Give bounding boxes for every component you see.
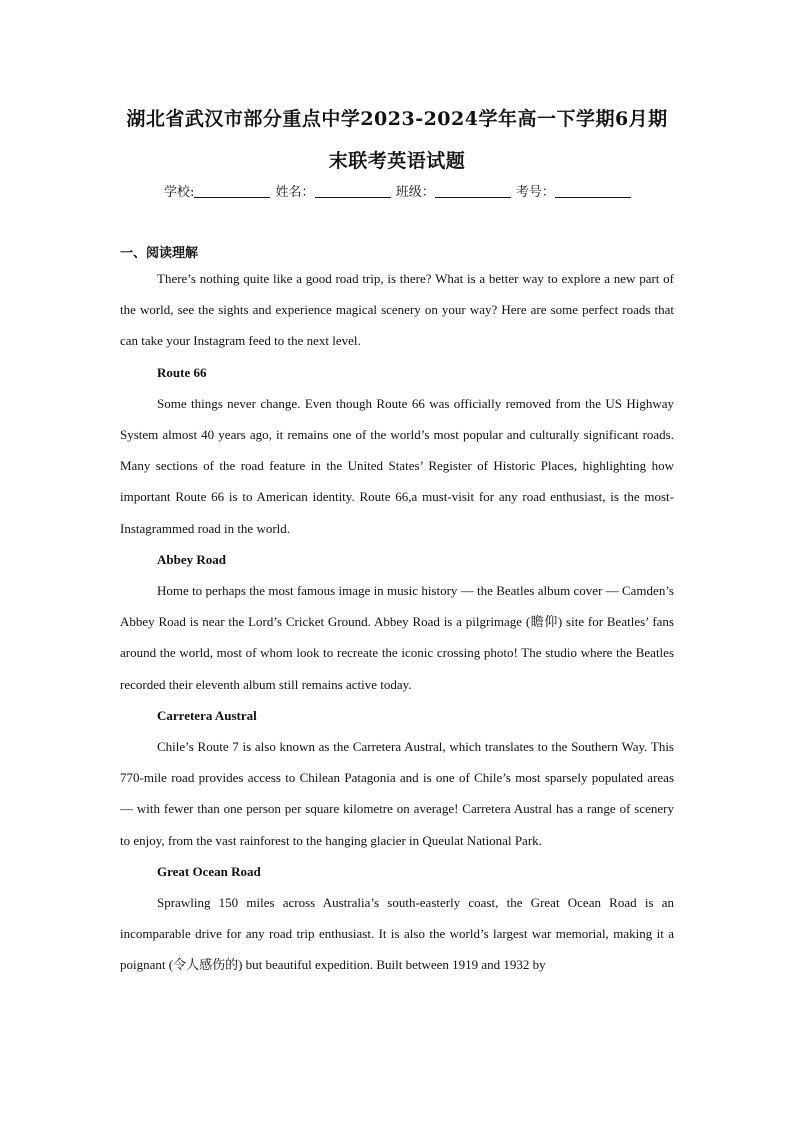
section-heading: 一、阅读理解 (120, 246, 199, 261)
carretera-austral-paragraph: Chile’s Route 7 is also known as the Carretera Austral, which translates to the Southern Way. This 770-mile road provides access to Chilean Patagonia and is one of Chile’s most sparsely populated areas — with fewer than one person per square kilometre on average! Carretera Austral has a range of scenery to enjoy, from the vast rainforest to the hanging glacier in Queulat National Park. (120, 739, 674, 848)
abbey-road-paragraph: Home to perhaps the most famous image in music history — the Beatles album cover — Camden’s Abbey Road is near the Lord’s Cricket Ground. Abbey Road is a pilgrimage (瞻仰) site for Beatles’ fans around the world, most of whom look to recreate the iconic crossing photo! The studio where the Beatles recorded their eleventh album still remains active today. (120, 583, 674, 692)
exam-number-label: 考号： (515, 185, 555, 200)
intro-paragraph: There’s nothing quite like a good road trip, is there? What is a better way to explore a new part of the world, see the sights and experience magical scenery on your way? Here are some perfect roads that can take your Instagram feed to the next level. (120, 271, 674, 349)
school-label: 学校: (164, 185, 195, 200)
school-blank[interactable] (194, 184, 270, 198)
reading-passage (120, 263, 674, 981)
great-ocean-road-paragraph: Sprawling 150 miles across Australia’s south-easterly coast, the Great Ocean Road is an incomparable drive for any road trip enthusiast. It is also the world’s largest war memorial, making it a poignant (令人感伤的) but beautiful expedition. Built between 1919 and 1932 by (120, 895, 674, 973)
route66-heading: Route 66 (157, 364, 207, 380)
class-label: 班级： (395, 185, 435, 200)
carretera-austral-heading: Carretera Austral (157, 707, 257, 723)
name-blank[interactable] (315, 184, 391, 198)
class-blank[interactable] (435, 184, 511, 198)
abbey-road-heading: Abbey Road (157, 551, 226, 567)
document-title-line1: 湖北省武汉市部分重点中学2023-2024学年高一下学期6月期 (126, 108, 668, 130)
name-label: 姓名： (275, 185, 315, 200)
student-info-row (164, 181, 644, 200)
route66-paragraph: Some things never change. Even though Route 66 was officially removed from the US Highway System almost 40 years ago, it remains one of the world’s most popular and culturally significant roads. Many sections of the road feature in the United States’ Register of Historic Places, highlighting how important Route 66 is to American identity. Route 66,a must-visit for any road enthusiast, is the most-Instagrammed road in the world. (120, 395, 674, 536)
great-ocean-road-heading: Great Ocean Road (157, 863, 261, 879)
document-title-line2: 末联考英语试题 (328, 150, 466, 172)
exam-number-blank[interactable] (555, 184, 631, 198)
